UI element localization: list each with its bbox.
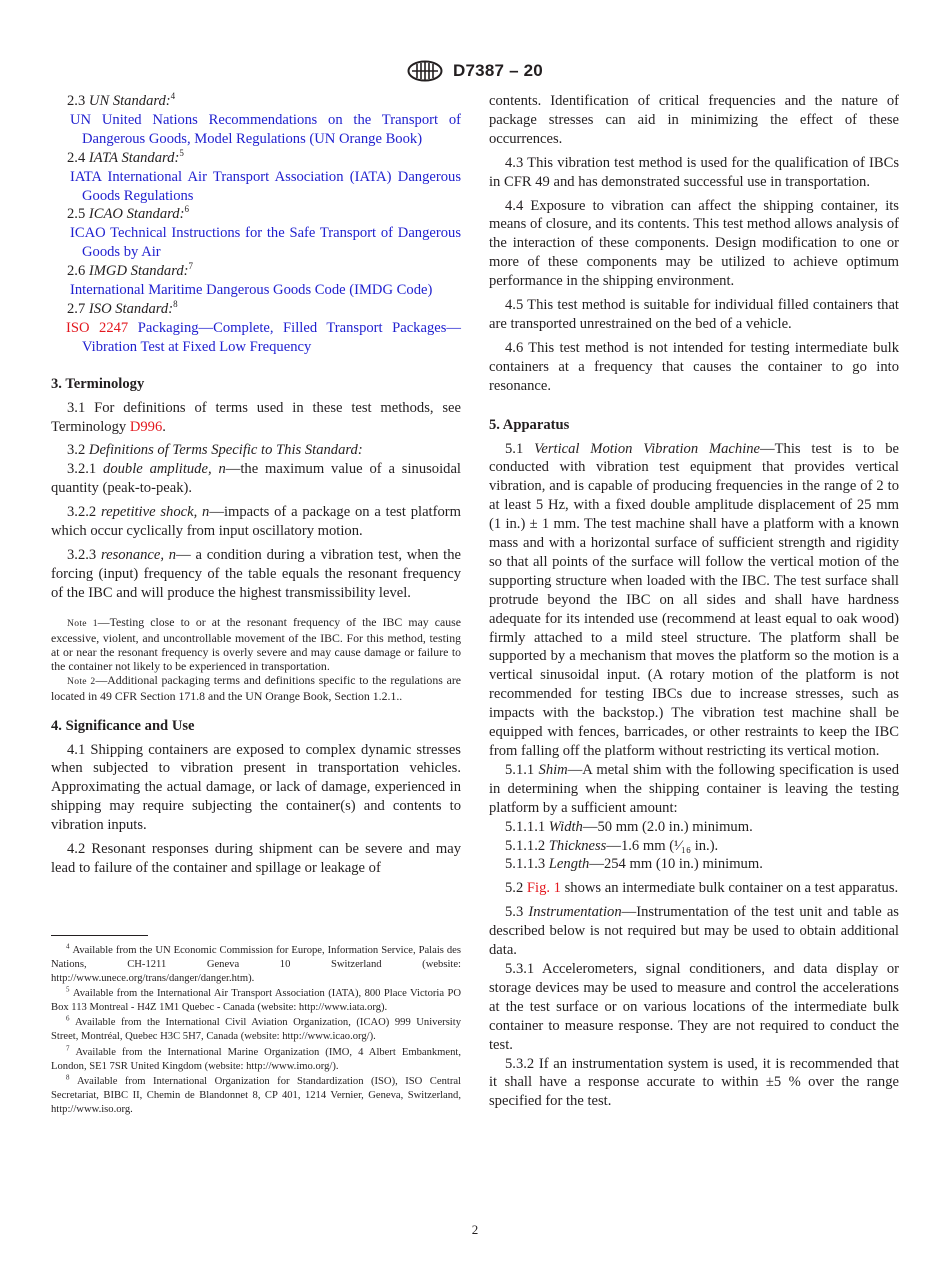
section-2-3: 2.3 UN Standard:$^4$ xyxy=(67,91,176,109)
section-2-6: 2.6 IMGD Standard:$^7$ xyxy=(67,261,193,280)
paragraph-3-2: 3.2 Definitions of Terms Specific to This Standard: xyxy=(67,442,363,459)
left-column xyxy=(51,92,461,1118)
iso-2247-link[interactable]: ISO 2247 xyxy=(66,319,129,336)
paragraph-5-1-1: 5.1.1 Shim—A metal shim with the following specification is used in determining when the shipping container is leaving the testing platform by a sufficient amount: xyxy=(489,761,899,816)
paragraph-5-3: 5.3 Instrumentation—Instrumentation of the test unit and table as described below is not required but may be used to obtain additional data. xyxy=(489,904,899,959)
footnote-6: $^6$ Available from the International Civil Aviation Organization, (ICAO) 999 University Street, Montréal, Quebec H3C 5H7, Canada (website: http://www.icao.org/). xyxy=(51,1014,461,1043)
page-header xyxy=(0,60,950,84)
paragraph-4-3: 4.3 This vibration test method is used for the qualification of IBCs in CFR 49 and has demonstrated successful use in transportation. xyxy=(489,154,899,190)
paragraph-3-1: 3.1 For definitions of terms used in these test methods, see Terminology D996. xyxy=(51,399,461,435)
footnote-5: $^5$ Available from the International Air Transport Association (IATA), 800 Place Victoria PO Box 113 Montreal - H4Z 1M1 Quebec - Canada (website: http://www.iata.org). xyxy=(51,985,461,1014)
section-5-heading: 5. Apparatus xyxy=(489,416,570,433)
figure-1-link[interactable]: Fig. 1 xyxy=(526,880,561,897)
astm-logo-icon xyxy=(407,60,443,82)
paragraph-5-2: 5.2 Fig. 1 shows an intermediate bulk container on a test apparatus. xyxy=(505,880,899,897)
footnotes xyxy=(51,944,461,1117)
paragraph-4-6: 4.6 This test method is not intended for testing intermediate bulk containers at a frequency that causes the container to go into resonance. xyxy=(489,339,899,394)
note-2: Note 2—Additional packaging terms and definitions specific to the regulations are located in 49 CFR Section 171.8 and the UN Orange Book, Section 1.2.1.. xyxy=(51,672,461,703)
page-number: 2 xyxy=(471,1222,479,1237)
footnote-4: $^4$ Available from the UN Economic Commission for Europe, Information Service, Palais des Nations, CH-1211 Geneva 10 Switzerland (website: http://www.unece.org/trans/danger/danger.htm). xyxy=(51,942,461,985)
paragraph-3-2-3: 3.2.3 resonance, n— a condition during a vibration test, when the forcing (input) frequency of the table equals the resonant frequency of the IBC and will produce the highest transmissibility level. xyxy=(51,546,462,601)
note-1: Note 1—Testing close to or at the resonant frequency of the IBC may cause excessive, violent, and uncontrollable movement of the IBC. For this method, testing at or near the resonant frequency is overly severe and may cause damage or failure to the container not likely to be experienced in transportation. xyxy=(51,614,461,673)
paragraph-4-5: 4.5 This test method is suitable for individual filled containers that are transported unrestrained on the bed of a vehicle. xyxy=(489,297,899,332)
footnote-7: $^7$ Available from the International Marine Organization (IMO, 4 Albert Embankment, London, SE1 7SR United Kingdom (website: http://www.imo.org/). xyxy=(51,1044,461,1072)
iata-standard-reference[interactable]: IATA International Air Transport Association (IATA) Dangerous Goods Regulations xyxy=(70,168,461,204)
paragraph-4-1: 4.1 Shipping containers are exposed to complex dynamic stresses when subjected to vibration present in transportation vehicles. Approximating the actual damage, or lack of damage, experienced in shipping may require subjecting the container(s) and contents to vibration inputs. xyxy=(51,741,461,834)
iso-standard-reference[interactable]: ISO 2247 Packaging—Complete, Filled Transport Packages—Vibration Test at Fixed Low Frequency xyxy=(66,319,461,355)
section-2-4: 2.4 IATA Standard:$^5$ xyxy=(67,147,184,166)
section-2-7: 2.7 ISO Standard:$^8$ xyxy=(67,299,178,317)
paragraph-4-2: 4.2 Resonant responses during shipment can be severe and may lead to failure of the container and spillage or leakage of xyxy=(51,841,461,876)
paragraph-4-2-continued: contents. Identification of critical frequencies and the nature of package stresses can aid in minimizing the effect of these occurrences. xyxy=(489,93,899,147)
footnote-8: $^8$ Available from International Organization for Standardization (ISO), ISO Central Secretariat, BIBC II, Chemin de Blandonnet 8, CP 401, 1214 Vernier, Geneva, Switzerland, http://www.iso.org. xyxy=(51,1073,461,1115)
paragraph-5-1-1-2: 5.1.1.2 Thickness—1.6 mm (¹⁄₁₆ in.). xyxy=(505,837,719,854)
paragraph-5-1-1-3: 5.1.1.3 Length—254 mm (10 in.) minimum. xyxy=(505,856,763,873)
un-standard-reference[interactable]: UN United Nations Recommendations on the Transport of Dangerous Goods, Model Regulations (UN Orange Book) xyxy=(70,111,461,147)
paragraph-4-4: 4.4 Exposure to vibration can affect the shipping container, its means of closure, and its contents. This test method allows analysis of the interaction of these components. Design modification to one or more of these components may be utilized to achieve optimum performance in the shipping environment. xyxy=(489,197,899,290)
paragraph-5-3-2: 5.3.2 If an instrumentation system is used, it is recommended that it shall have a response accurate to within ±5 % over the range specified for the test. xyxy=(489,1055,899,1110)
section-4-heading: 4. Significance and Use xyxy=(51,717,195,734)
paragraph-5-1-1-1: 5.1.1.1 Width—50 mm (2.0 in.) minimum. xyxy=(505,818,753,835)
icao-standard-reference[interactable]: ICAO Technical Instructions for the Safe Transport of Dangerous Goods by Air xyxy=(70,225,461,261)
notes-block xyxy=(51,615,461,703)
paragraph-3-2-1: 3.2.1 double amplitude, n—the maximum value of a sinusoidal quantity (peak-to-peak). xyxy=(51,461,461,497)
right-column xyxy=(489,92,899,1111)
imdg-standard-reference[interactable]: International Maritime Dangerous Goods Code (IMDG Code) xyxy=(70,282,433,299)
section-2-5: 2.5 ICAO Standard:$^6$ xyxy=(67,204,189,223)
footnote-divider xyxy=(51,935,148,936)
paragraph-5-3-1: 5.3.1 Accelerometers, signal conditioners, and data display or storage devices may be used to measure and control the accelerations at the test surface or on various locations of the intermediate bulk container to measure response. They are not required to conduct the test. xyxy=(489,960,899,1053)
document-id: D7387 – 20 xyxy=(453,61,543,80)
d996-link[interactable]: D996 xyxy=(129,418,163,435)
paragraph-3-2-2: 3.2.2 repetitive shock, n—impacts of a package on a test platform which occur cyclically from input oscillatory motion. xyxy=(51,504,461,540)
section-3-heading: 3. Terminology xyxy=(51,375,145,392)
paragraph-5-1: 5.1 Vertical Motion Vibration Machine—This test is to be conducted with vibration test equipment that provides vertical vibration, and is capable of producing frequencies in the range of 2 to at least 5 Hz, with a fixed double amplitude displacement of 25 mm (1 in.) ± 1 mm. The test machine shall have a platform with a known mass and with a horizontal surface of sufficient strength and rigidity so that all points of the surface will follow the vertical motion of the supporting structure when loaded with the IBC. The test surface shall protrude beyond the IBC on all sides and shall have hardness adequate for its intended use (recommend at least equal to oak wood) firmly attached to a mild steel structure. The platform shall be supported by a mechanism that moves the platform so the motion is a vertical sinusoidal input. (A rotary motion of the platform is not recommended for testing IBCs due to increase stresses, such as impacts with the backstop.) The vibration test machine shall be equipped with fences, barricades, or other restraints to keep the IBC from falling off the platform without restricting its vertical motion. xyxy=(489,440,899,759)
